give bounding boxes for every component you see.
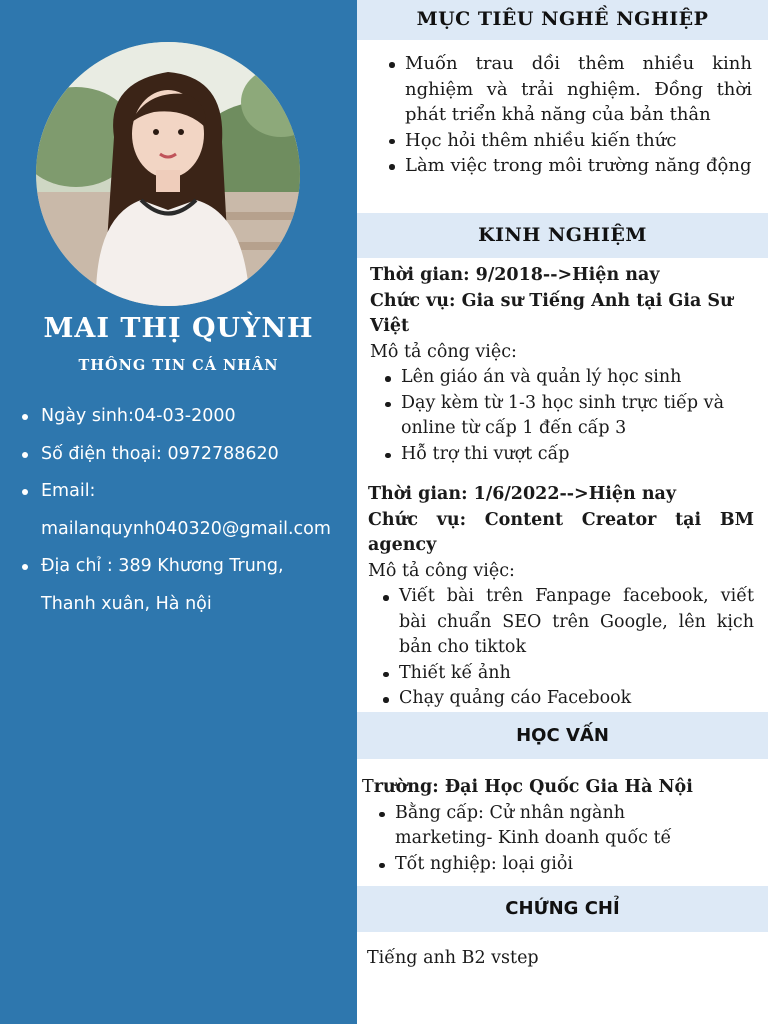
- experience-heading: [357, 213, 768, 258]
- job-task: Chạy quảng cáo Facebook: [366, 686, 754, 712]
- info-email: [16, 511, 356, 549]
- education-item: Tốt nghiệp: loại giỏi: [362, 852, 712, 878]
- info-address-line2: Thanh xuân, Hà nội: [41, 593, 212, 614]
- job-position: Chức vụ: Content Creator tại BM agency: [368, 509, 754, 555]
- job-position: Chức vụ: Gia sư Tiếng Anh tại Gia Sư Việt: [370, 290, 733, 336]
- profile-photo-illustration: [36, 42, 300, 306]
- profile-photo: [36, 42, 300, 306]
- job-time: Thời gian: 9/2018-->Hiện nay: [370, 265, 660, 285]
- education-school-name: rường: Đại Học Quốc Gia Hà Nội: [373, 777, 693, 797]
- job-task: Viết bài trên Fanpage facebook, viết bài chuẩn SEO trên Google, lên kịch bản cho tiktok: [366, 584, 754, 661]
- experience-job-1: [370, 263, 755, 467]
- experience-job-2: [368, 482, 754, 712]
- certificates-heading: [357, 886, 768, 932]
- info-address: Địa chỉ : 389 Khương Trung,: [16, 548, 356, 586]
- education-item: Bằng cấp: Cử nhân ngành marketing- Kinh doanh quốc tế: [362, 801, 712, 852]
- job-desc-label: Mô tả công việc:: [370, 341, 517, 362]
- experience-title: KINH NGHIỆM: [478, 224, 647, 246]
- objective-heading: [357, 0, 768, 40]
- education-school: [362, 775, 757, 801]
- sidebar: [0, 0, 357, 1024]
- certificates-title: CHỨNG CHỈ: [505, 898, 620, 919]
- info-email-value: mailanquynh040320@gmail.com: [41, 518, 331, 539]
- candidate-name: MAI THỊ QUỲNH: [43, 313, 314, 344]
- job-desc-label: Mô tả công việc:: [368, 560, 515, 581]
- objective-item: Học hỏi thêm nhiều kiến thức: [372, 128, 752, 154]
- objective-item: Làm việc trong môi trường năng động: [372, 153, 752, 179]
- education-section: [362, 775, 757, 877]
- job-task: Dạy kèm từ 1-3 học sinh trực tiếp và online từ cấp 1 đến cấp 3: [368, 391, 755, 442]
- objective-title: MỤC TIÊU NGHỀ NGHIỆP: [416, 8, 709, 30]
- job-time: Thời gian: 1/6/2022-->Hiện nay: [368, 484, 677, 504]
- education-title: HỌC VẤN: [516, 725, 609, 746]
- job-task: Thiết kế ảnh: [366, 661, 754, 687]
- certificates-section: [367, 946, 757, 972]
- certificate-item: Tiếng anh B2 vstep: [367, 948, 539, 968]
- info-phone: Số điện thoại: 0972788620: [16, 436, 356, 474]
- job-task: Lên giáo án và quản lý học sinh: [368, 365, 755, 391]
- info-address-continued: [16, 586, 356, 624]
- info-birthdate: Ngày sinh:04-03-2000: [16, 398, 356, 436]
- objective-section: [372, 51, 752, 179]
- job-task: Hỗ trợ thi vượt cấp: [368, 442, 755, 468]
- education-school-prefix: T: [362, 777, 374, 797]
- objective-item: Muốn trau dồi thêm nhiều kinh nghiệm và trải nghiệm. Đồng thời phát triển khả năng của bản thân: [372, 51, 752, 128]
- education-heading: [357, 712, 768, 759]
- personal-info-list: [16, 398, 356, 623]
- info-email-label: Email:: [16, 473, 356, 511]
- personal-info-heading: THÔNG TIN CÁ NHÂN: [78, 357, 279, 374]
